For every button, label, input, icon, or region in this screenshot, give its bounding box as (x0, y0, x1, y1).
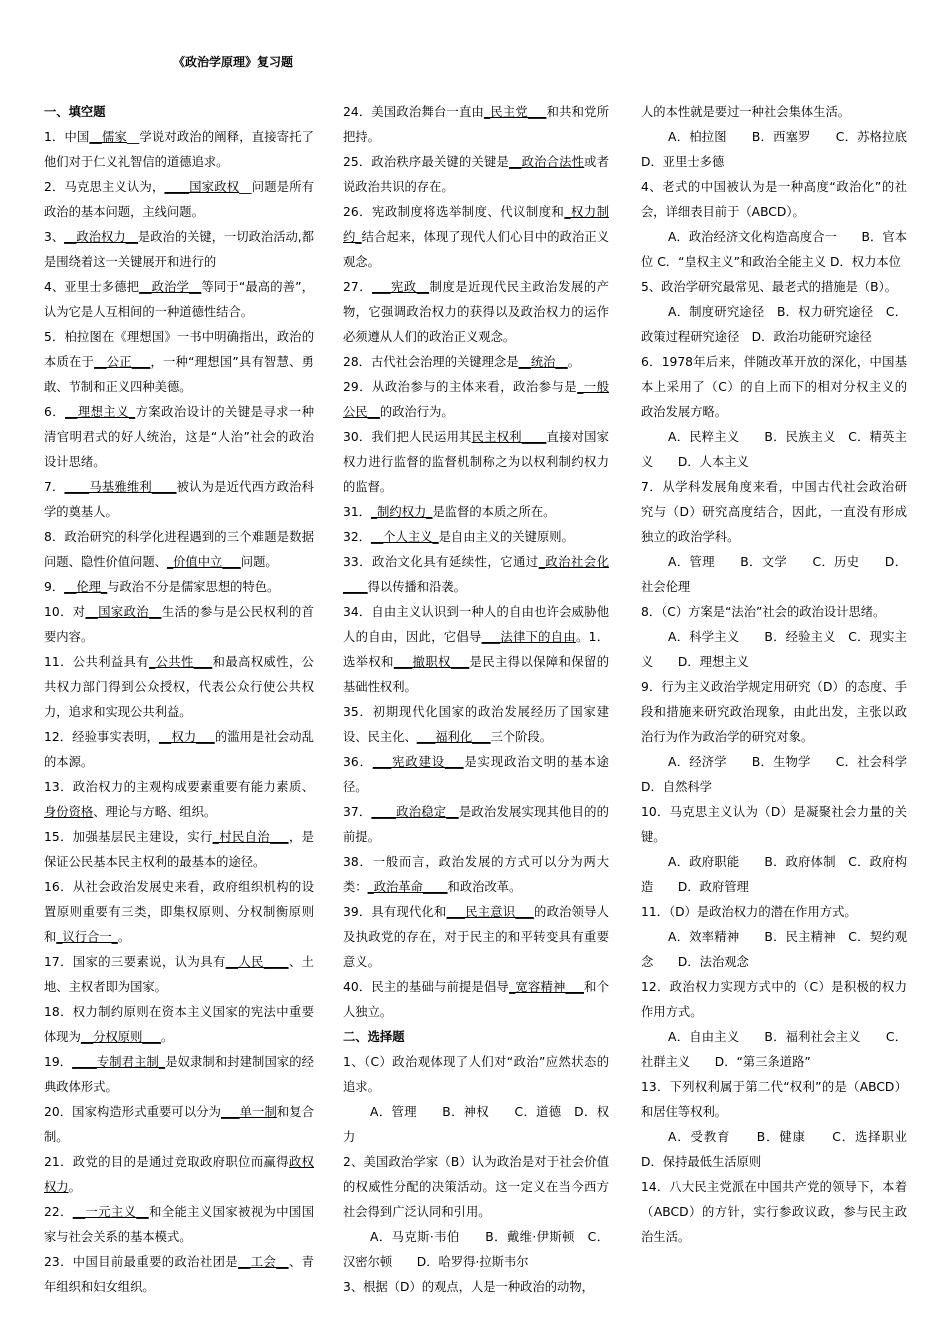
answer-blank: __政治学__ (139, 280, 202, 294)
question-text: 3、 (44, 230, 65, 244)
question-item (641, 600, 907, 625)
question-text: 16．从社会政治发展史来看，政府组织机构的设置原则重要有三类，即集权原则、分权制衡原则和 (44, 880, 314, 944)
answer-options (641, 550, 907, 600)
question-text: A．效率精神 B．民主精神 C．契约观念 D．法治观念 (641, 930, 907, 969)
question-text: 36． (343, 755, 373, 769)
answer-blank: __国家政治__ (85, 605, 162, 619)
answer-blank: _议行合一_ (56, 930, 118, 944)
answer-blank: __统治__ (518, 355, 568, 369)
question-text: A．经济学 B．生物学 C．社会科学 D．自然科学 (641, 755, 932, 794)
question-text: 1．中国 (44, 130, 90, 144)
question-item (44, 400, 314, 475)
answer-blank: ___单一制 (221, 1105, 277, 1119)
question-item (343, 750, 609, 800)
question-item (641, 800, 907, 850)
answer-blank: __政治合法性 (509, 155, 585, 169)
question-text: 和政治改革。 (447, 880, 522, 894)
question-text: 6．1978年后来，伴随改革开放的深化，中国基本上采用了（C）的自上而下的相对分权主义的政治发展方略。 (641, 355, 907, 419)
question-text: 33．政治文化具有延续性，它通过 (343, 555, 539, 569)
question-text: 32． (343, 530, 371, 544)
answer-blank: ___法律下的自由 (481, 630, 576, 644)
question-item (44, 1050, 314, 1100)
question-item (343, 350, 609, 375)
question-text: 直接对国家权力进行监督的监督机制称之为以权利制约权力的监督。 (343, 430, 609, 494)
question-item (44, 1100, 314, 1150)
question-text: 。 (567, 355, 581, 369)
column-3 (641, 100, 932, 1250)
question-item (343, 200, 609, 275)
question-item (44, 175, 314, 225)
question-text: 4、老式的中国被认为是一种高度“政治化”的社会，详细表目前于（ABCD）。 (641, 180, 907, 219)
question-text: 。 (160, 1030, 174, 1044)
answer-options (641, 1125, 932, 1175)
question-text: 28．古代社会治理的关键理念是 (343, 355, 519, 369)
question-text: 是民主得以保障和保留的基础性权利。 (343, 655, 609, 694)
answer-blank: _村民自治___ (212, 830, 289, 844)
question-item (343, 850, 609, 900)
question-text: 人的本性就是要过一种社会集体生活。 (641, 105, 851, 119)
answer-options (641, 625, 907, 675)
question-text: 是政治发展实现其他目的的前提。 (343, 805, 609, 844)
answer-options (641, 925, 907, 975)
answer-options (343, 1225, 609, 1275)
answer-blank: _一般公民__ (343, 380, 609, 419)
question-item (641, 900, 907, 925)
question-text: 问题。 (240, 555, 278, 569)
answer-blank: 身份资格 (44, 805, 94, 819)
question-item (44, 775, 314, 825)
question-item (343, 1275, 609, 1300)
question-text: 14．八大民主党派在中国共产党的领导下，本着（ABCD）的方针，实行参政议政，参与民主政治生活。 (641, 1180, 907, 1244)
question-item (44, 1250, 314, 1300)
question-item (44, 1000, 314, 1050)
question-item (343, 1150, 609, 1225)
question-text: 25．政治秩序最关键的关键是 (343, 155, 510, 169)
answer-options (641, 225, 907, 275)
question-item (44, 950, 314, 1000)
question-text: A．科学主义 B．经验主义 C．现实主义 D．理想主义 (641, 630, 907, 669)
document-title: 《政治学原理》复习题 (173, 55, 294, 69)
answer-blank: __公正___ (94, 355, 151, 369)
question-text: 是实现政治文明的基本途径。 (343, 755, 609, 794)
question-text: 。1．选举权和 (343, 630, 609, 669)
question-text: 22． (44, 1205, 73, 1219)
question-item (641, 1175, 907, 1250)
question-text: 。 (68, 1180, 81, 1194)
answer-options (641, 425, 907, 475)
question-text: 17．国家的三要素说，认为具有 (44, 955, 226, 969)
question-item (343, 500, 609, 525)
question-text: 30．我们把人民运用其 (343, 430, 472, 444)
question-text: 34．自由主义认识到一种人的自由也许会威胁他人的自由，因此，它倡导 (343, 605, 609, 644)
question-text: 4、亚里士多德把 (44, 280, 140, 294)
question-text: 和最高权威性，公共权力部门得到公众授权，代表公众行使公共权力，追求和实现公共利益。 (44, 655, 314, 719)
question-text: 39．具有现代化和 (343, 905, 447, 919)
question-item (641, 1075, 907, 1125)
question-text: 2．马克思主义认为， (44, 180, 165, 194)
question-item (44, 525, 314, 575)
question-text: A．自由主义 B．福利社会主义 C．社群主义 D．“第三条道路” (641, 1030, 907, 1069)
answer-blank: 政权权力 (44, 1155, 314, 1194)
question-item (641, 100, 907, 125)
column-1 (44, 100, 314, 1300)
question-text: 5、政治学研究最常见、最老式的措施是（B）。 (641, 280, 898, 294)
answer-blank: __伦理_ (64, 580, 108, 594)
question-item (343, 375, 609, 425)
answer-blank: ____政治稳定__ (371, 805, 459, 819)
question-item (44, 875, 314, 950)
question-text: 方案政治设计的关键是寻求一种清官明君式的好人统治，这是“人治”社会的政治设计思绪。 (44, 405, 314, 469)
answer-blank: _权力制约_ (343, 205, 609, 244)
answer-blank: _制约权力_ (370, 505, 433, 519)
question-text: 的政治领导人及执政党的存在，对于民主的和平转变具有重要意义。 (343, 905, 609, 969)
question-text: 被认为是近代西方政治科学的奠基人。 (44, 480, 314, 519)
question-text: __学说对政治的阐释，直接寄托了他们对于仁义礼智信的道德追求。 (44, 130, 314, 169)
answer-blank: ____国家政权 (164, 180, 240, 194)
answer-blank: ___宪政__ (372, 280, 430, 294)
question-text: 与政治不分是儒家思想的特色。 (107, 580, 280, 594)
question-text: 、理论与方略、组织。 (93, 805, 217, 819)
question-text: 三个阶段。 (490, 730, 553, 744)
question-text: A．政府职能 B．政府体制 C．政府构造 D．政府管理 (641, 855, 907, 894)
question-item (641, 175, 907, 225)
question-text: 21．政党的目的是通过竞取政府职位而赢得 (44, 1155, 289, 1169)
question-text: 13．政治权力的主观构成要素重要有能力素质、 (44, 780, 314, 794)
question-text: 15．加强基层民主建设，实行 (44, 830, 213, 844)
question-text: 19． (44, 1055, 73, 1069)
question-item (641, 675, 907, 750)
answer-blank: ___撤职权___ (393, 655, 470, 669)
question-text: 和全能主义国家被视为中国国家与社会关系的基本模式。 (44, 1205, 314, 1244)
question-text: 29．从政治参与的主体来看，政治参与是 (343, 380, 578, 394)
question-text: 26．宪政制度将选举制度、代议制度和 (343, 205, 565, 219)
question-item (44, 475, 314, 525)
question-item (343, 600, 609, 700)
question-item (343, 425, 609, 500)
question-item (44, 225, 314, 275)
question-text: A．管理 B．神权 C．道德 D．权力 (343, 1105, 609, 1144)
question-text: 7．从学科发展角度来看，中国古代社会政治研究与（D）研究高度结合，因此，一直没有形成独立的政治学科。 (641, 480, 907, 544)
answer-blank: __儒家 (89, 130, 127, 144)
question-item (343, 975, 609, 1025)
question-text: 2、美国政治学家（B）认为政治是对于社会价值的权威性分配的决策活动。这一定义在当今西方社会得到广泛认同和引用。 (343, 1155, 609, 1219)
answer-blank: ___民主意识___ (446, 905, 534, 919)
question-text: 。 (117, 930, 131, 944)
answer-blank: _公共性___ (149, 655, 213, 669)
answer-blank: __一元主义__ (72, 1205, 149, 1219)
question-text: ，一种“理想国”具有智慧、勇敢、节制和正义四种美德。 (44, 355, 314, 394)
question-text: 8．（C）方案是“法治”社会的政治设计思绪。 (641, 605, 886, 619)
question-text: 3、根据（D）的观点，人是一种政治的动物， (343, 1280, 594, 1294)
question-item (343, 700, 609, 750)
question-item (641, 275, 907, 300)
question-item (44, 650, 314, 725)
question-item (44, 825, 314, 875)
question-text: A．管理 B．文学 C．历史 D．社会伦理 (641, 555, 907, 594)
question-text: A．民粹主义 B．民族主义 C．精英主义 D．人本主义 (641, 430, 907, 469)
answer-blank: __个人主义_ (370, 530, 439, 544)
answer-blank: ____马基雅维利____ (64, 480, 177, 494)
question-text: 9．行为主义政治学规定用研究（D）的态度、手段和措施来研究政治现象，由此出发，主张以政治行为作为政治学的研究对象。 (641, 680, 907, 744)
question-text: A．受教育 B．健康 C．选择职业 D．保持最低生活原则 (641, 1130, 932, 1169)
question-text: 31． (343, 505, 371, 519)
answer-blank: ____专制君主制_ (72, 1055, 166, 1069)
answer-blank: __人民____ (225, 955, 289, 969)
column-2 (343, 100, 609, 1300)
question-text: 制度是近现代民主政治发展的产物，它强调政治权力的获得以及政治权力的运作必须遵从人们的政治正义观念。 (343, 280, 609, 344)
question-item (44, 600, 314, 650)
answer-blank: ___宪政建设___ (372, 755, 464, 769)
question-text: 1、（C）政治观体现了人们对“政治”应然状态的追求。 (343, 1055, 609, 1094)
question-text: 11．公共利益具有 (44, 655, 150, 669)
question-item (343, 100, 609, 150)
question-text: 27． (343, 280, 373, 294)
answer-options (641, 125, 932, 175)
question-item (343, 275, 609, 350)
question-text: 是奴隶制和封建制国家的经典政体形式。 (44, 1055, 314, 1094)
question-text: 8．政治研究的科学化进程遇到的三个难题是数据问题、隐性价值问题、 (44, 530, 314, 569)
question-text: 是自由主义的关键原则。 (438, 530, 574, 544)
answer-blank: ___福利化___ (416, 730, 491, 744)
answer-options (641, 850, 907, 900)
question-text: 、土地、主权者即为国家。 (44, 955, 314, 994)
question-text: 或者说政治共识的存在。 (343, 155, 609, 194)
answer-options (641, 300, 907, 350)
question-text: A．马克斯·韦伯 B．戴维·伊斯顿 C．汉密尔顿 D．哈罗得·拉斯韦尔 (343, 1230, 609, 1269)
question-text: 5．柏拉图在《理想国》一书中明确指出，政治的本质在于 (44, 330, 314, 369)
answer-blank: _价值中立___ (166, 555, 241, 569)
answer-blank: _民主党___ (484, 105, 547, 119)
answer-blank: __政治权力__ (64, 230, 138, 244)
question-text: 和复合制。 (44, 1105, 314, 1144)
answer-blank: __分权原则___ (80, 1030, 161, 1044)
question-text: 13．下列权利属于第二代“权利”的是（ABCD）和居住等权利。 (641, 1080, 907, 1119)
question-text: A．柏拉图 B．西塞罗 C．苏格拉底 D．亚里士多德 (641, 130, 932, 169)
question-text: 18．权力制约原则在资本主义国家的宪法中重要体现为 (44, 1005, 314, 1044)
question-text: 7． (44, 480, 65, 494)
question-text: 是监督的本质之所在。 (432, 505, 556, 519)
answer-blank: _政治革命____ (367, 880, 448, 894)
section-heading (44, 100, 314, 125)
question-item (44, 575, 314, 600)
question-text: 二、选择题 (343, 1030, 405, 1044)
answer-blank: __权力___ (159, 730, 215, 744)
question-item (343, 550, 609, 600)
question-text: 等同于“最高的善”，认为它是人互相间的一种道德性结合。 (44, 280, 314, 319)
question-text: 20．国家构造形式重要可以分为 (44, 1105, 222, 1119)
question-text: __问题是所有政治的基本问题，主线问题。 (44, 180, 314, 219)
question-text: 37． (343, 805, 372, 819)
answer-options (343, 1100, 609, 1150)
question-item (343, 150, 609, 200)
question-text: 一、填空题 (44, 105, 106, 119)
question-text: 24．美国政治舞台一直由 (343, 105, 485, 119)
question-text: 和共和党所把持。 (343, 105, 609, 144)
question-text: 40．民主的基础与前提是倡导 (343, 980, 510, 994)
question-text: 35．初期现代化国家的政治发展经历了国家建设、民主化、 (343, 705, 609, 744)
question-text: 生活的参与是公民权利的首要内容。 (44, 605, 314, 644)
question-item (343, 525, 609, 550)
question-item (44, 275, 314, 325)
question-text: 和个人独立。 (343, 980, 609, 1019)
question-text: 23．中国目前最重要的政治社团是 (44, 1255, 239, 1269)
question-item (641, 475, 907, 550)
answer-blank: __工会__ (238, 1255, 289, 1269)
answer-options (641, 1025, 907, 1075)
question-item (44, 325, 314, 400)
question-text: 10．对 (44, 605, 86, 619)
question-item (641, 350, 907, 425)
question-item (44, 125, 314, 175)
answer-blank: _政治社会化____ (343, 555, 609, 594)
question-text: 12．经验事实表明， (44, 730, 160, 744)
question-text: A．制度研究途径 B．权力研究途径 C．政策过程研究途径 D．政治功能研究途径 (641, 305, 907, 344)
question-text: 6． (44, 405, 66, 419)
question-text: 10．马克思主义认为（D）是凝聚社会力量的关键。 (641, 805, 907, 844)
question-item (343, 800, 609, 850)
question-text: A．政治经济文化构造高度合一 B．官本位 C．“皇权主义”和政治全能主义 D．权力本位 (641, 230, 907, 269)
question-text: ，是保证公民基本民主权利的最基本的途径。 (44, 830, 314, 869)
question-text: 9． (44, 580, 65, 594)
question-item (44, 725, 314, 775)
answer-options (641, 750, 932, 800)
question-item (343, 1050, 609, 1100)
question-text: 得以传播和沿袭。 (367, 580, 466, 594)
answer-blank: __理想主义_ (65, 405, 136, 419)
question-text: 38．一般而言，政治发展的方式可以分为两大类： (343, 855, 609, 894)
question-item (44, 1200, 314, 1250)
question-item (343, 900, 609, 975)
question-text: 的滥用是社会动乱的本源。 (44, 730, 314, 769)
question-text: 、青年组织和妇女组织。 (44, 1255, 314, 1294)
question-text: 12．政治权力实现方式中的（C）是积极的权力作用方式。 (641, 980, 907, 1019)
answer-blank: _宽容精神___ (509, 980, 584, 994)
question-item (44, 1150, 314, 1200)
question-text: 是政治的关键，一切政治活动,都是围绕着这一关键展开和进行的 (44, 230, 314, 269)
question-text: 11．（D）是政治权力的潜在作用方式。 (641, 905, 857, 919)
question-text: 的政治行为。 (379, 405, 454, 419)
question-item (641, 975, 907, 1025)
section-heading (343, 1025, 609, 1050)
question-text: 结合起来，体现了现代人们心目中的政治正义观念。 (343, 230, 609, 269)
answer-blank: 民主权利____ (471, 430, 547, 444)
